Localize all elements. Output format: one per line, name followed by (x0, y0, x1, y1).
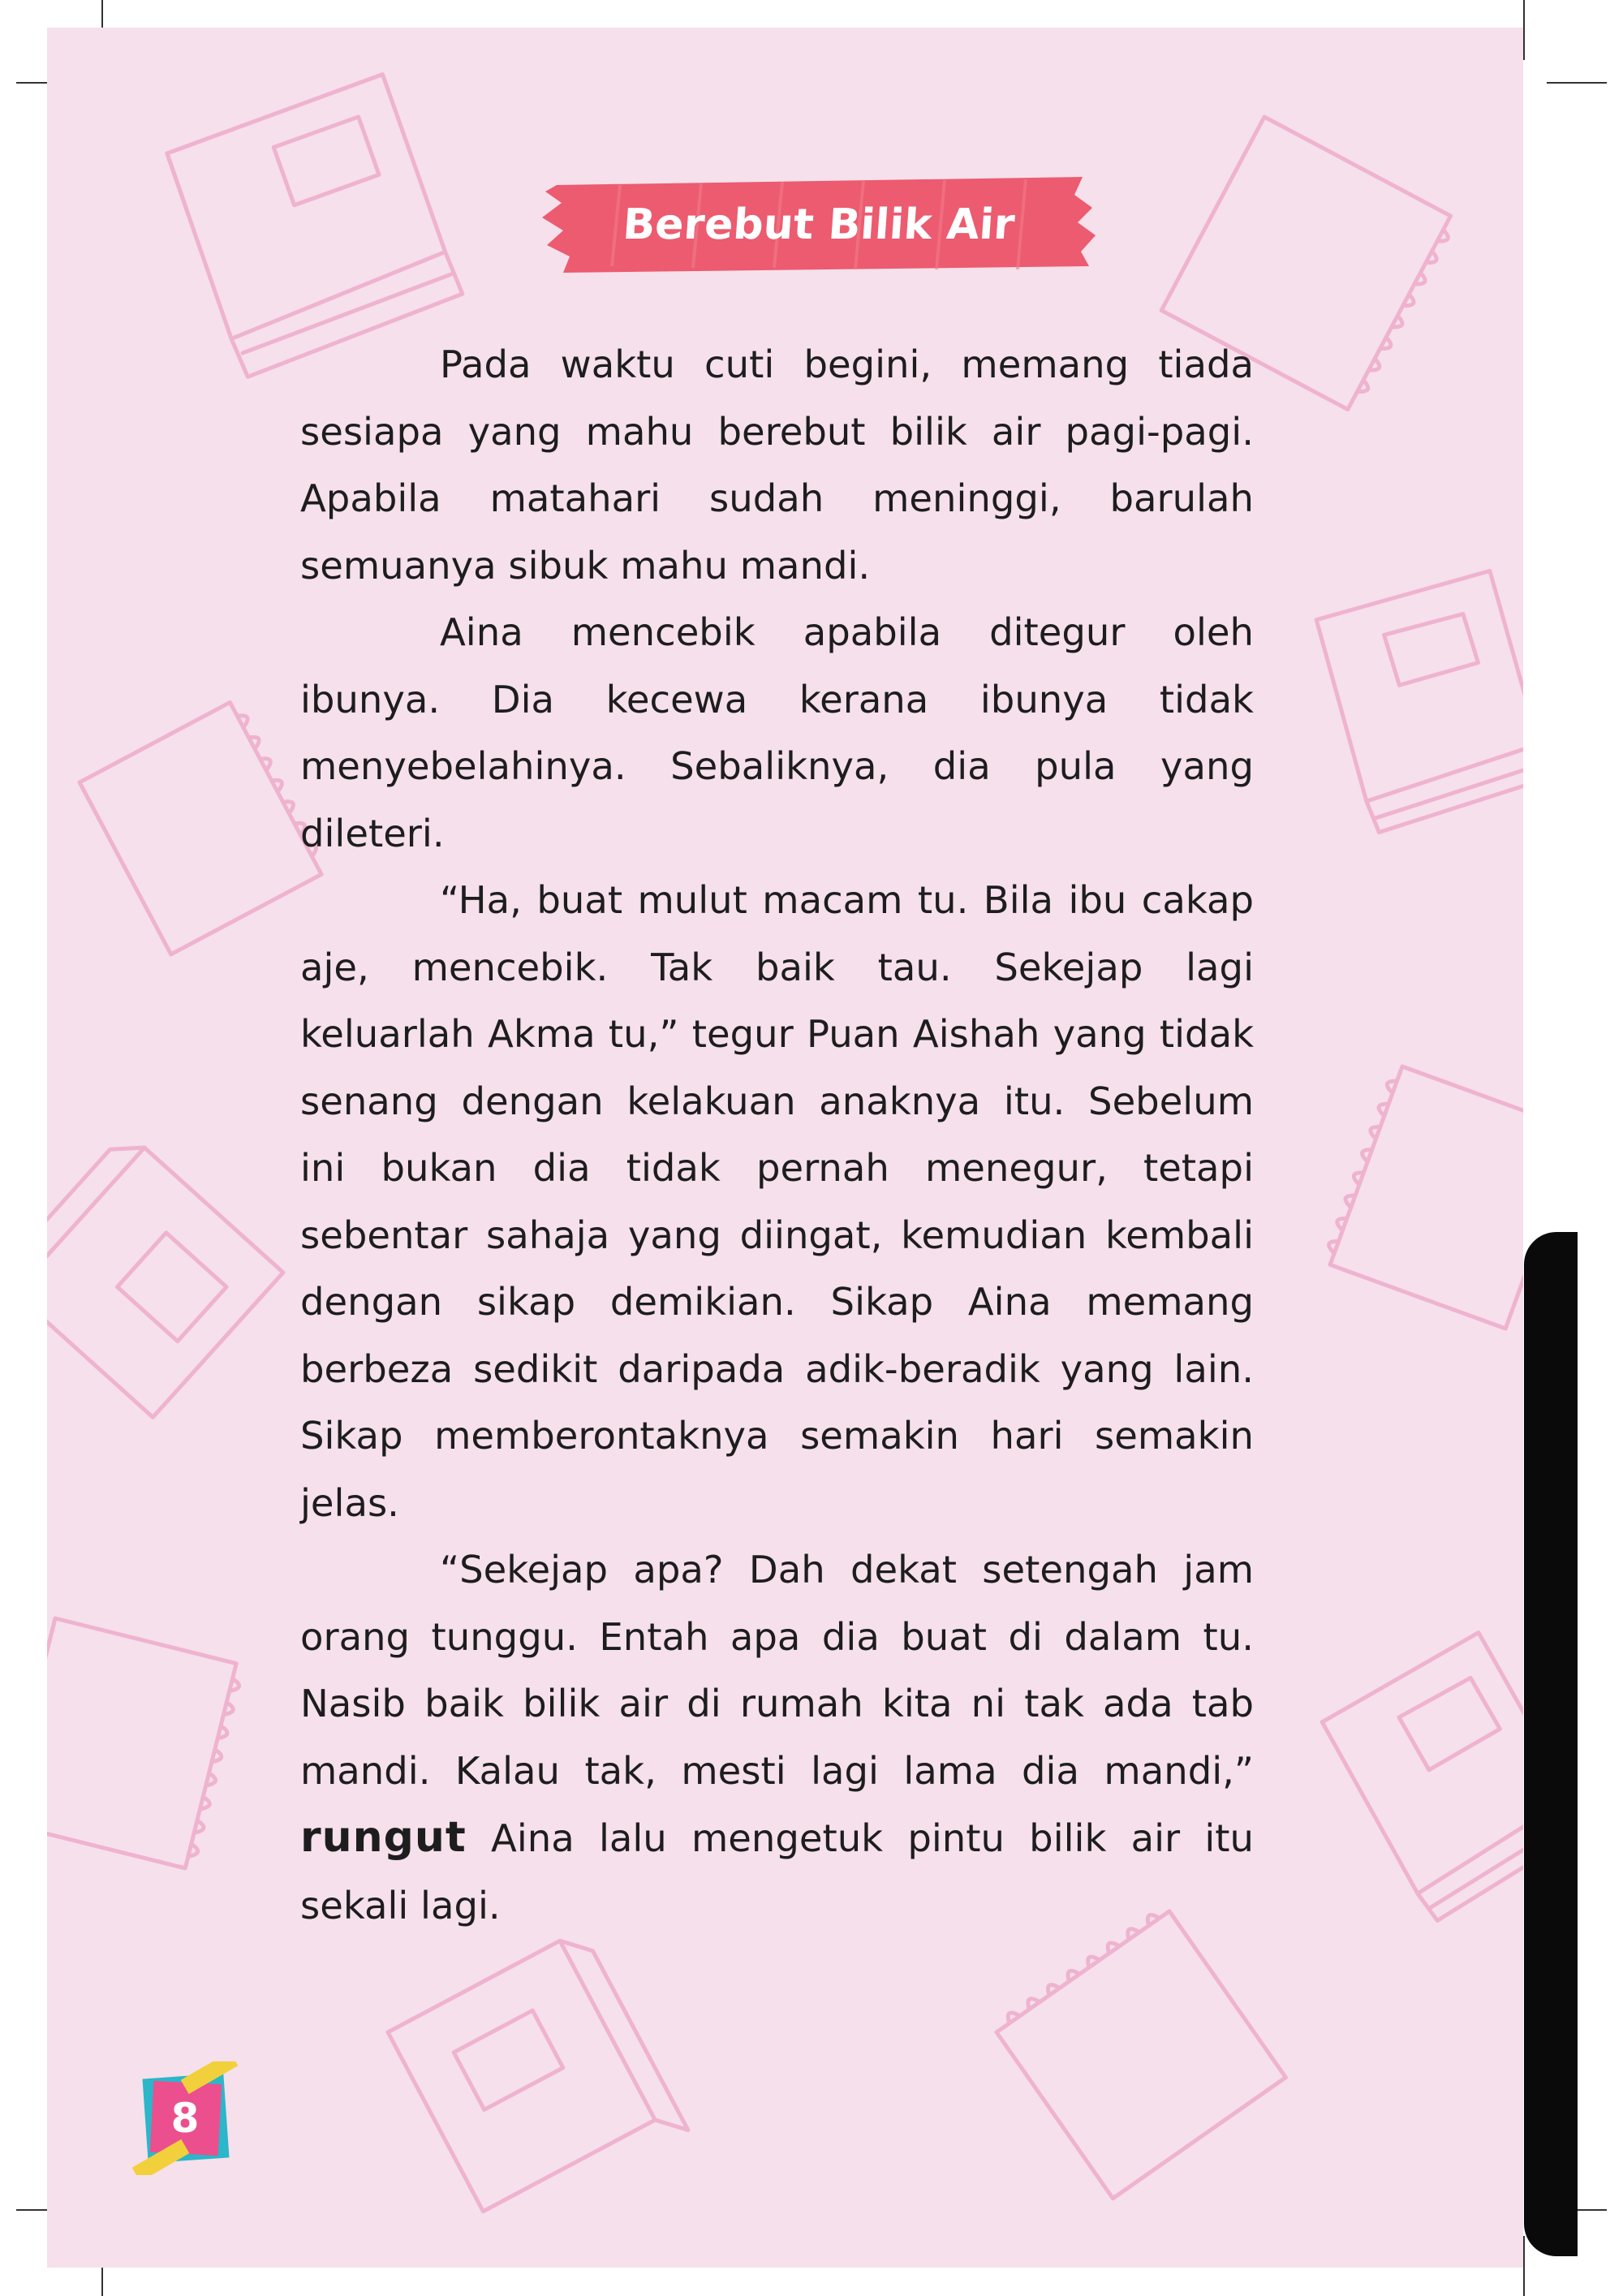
page-number: 8 (170, 2095, 200, 2142)
highlighted-keyword: rungut (300, 1813, 467, 1862)
book-doodle-icon (47, 1131, 283, 1429)
crop-mark-top-right-v (1523, 0, 1525, 60)
book-doodle-icon (1313, 566, 1523, 837)
paragraph (300, 1536, 1254, 1939)
notebook-doodle-icon (80, 699, 329, 954)
paragraph: Aina mencebik apabila ditegur oleh ibunya. Dia kecewa kerana ibunya tidak menyebelahinya. Sebaliknya, dia pula yang dileteri. (300, 610, 1254, 855)
story-text (300, 331, 1254, 1939)
crop-mark-bottom-right-v (1523, 2236, 1525, 2296)
paragraph-text-after: Aina lalu mengetuk pintu bilik air itu sekali lagi. (300, 1816, 1254, 1928)
page-number-badge (132, 2061, 238, 2175)
spine-tab (1524, 1232, 1578, 2256)
paragraph: Pada waktu cuti begini, memang tiada sesiapa yang mahu berebut bilik air pagi-pagi. Apabila matahari sudah meninggi, barulah semuanya sibuk mahu mandi. (300, 342, 1254, 588)
paragraph-text-before: “Sekejap apa? Dah dekat setengah jam orang tunggu. Entah apa dia buat di dalam tu. Nasib baik bilik air di rumah kita ni tak ada tab mandi. Kalau tak, mesti lagi lama dia mandi,” (300, 1548, 1254, 1793)
chapter-title-banner (539, 177, 1099, 273)
spine-gap (1524, 1197, 1578, 1230)
notebook-doodle-icon (992, 1905, 1285, 2199)
notebook-doodle-icon (47, 1618, 244, 1870)
chapter-title: Berebut Bilik Air (621, 200, 1017, 249)
crop-mark-top-right-h (1547, 82, 1607, 84)
book-doodle-icon (388, 1929, 688, 2233)
book-doodle-icon (1313, 1621, 1523, 1933)
paragraph: “Ha, buat mulut macam tu. Bila ibu cakap aje, mencebik. Tak baik tau. Sekejap lagi keluarlah Akma tu,” tegur Puan Aishah yang tidak senang dengan kelakuan anaknya itu. Sebelum ini bukan dia tidak pernah menegur, tetapi sebentar sahaja yang diingat, kemudian kembali dengan sikap demikian. Sikap Aina memang berbeza sedikit daripada adik-beradik yang lain. Sikap memberontaknya semakin hari semakin jelas. (300, 878, 1254, 1525)
notebook-doodle-icon (1323, 1064, 1523, 1329)
